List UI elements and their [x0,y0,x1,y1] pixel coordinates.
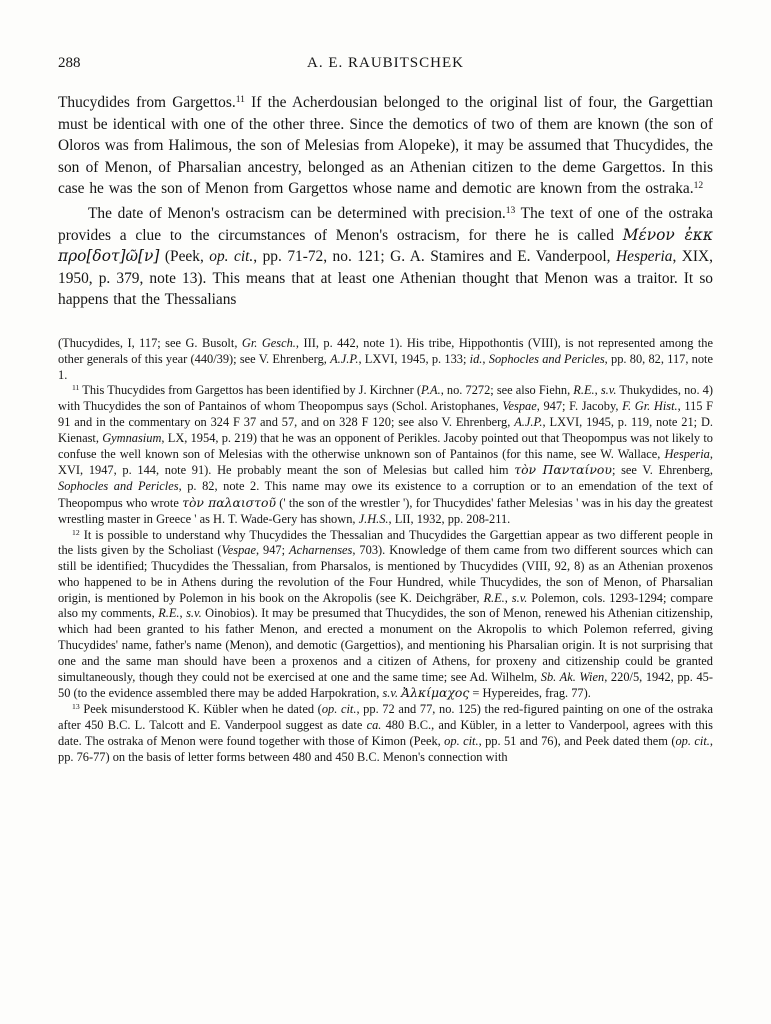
text-segment: , 220/5, 1942, pp. 45-50 (to the evidence assembled there may be added Harpokration, [58,669,713,701]
text-segment: Thucydides from Gargettos. [58,94,236,111]
footnote-reference: 13 [505,205,516,217]
page-number: 288 [58,55,81,71]
text-segment: J.H.S. [358,511,389,526]
text-segment: id. [469,351,483,366]
text-segment: Gymnasium [102,430,162,445]
text-segment: 480 B.C., and Kübler, in a letter to Vanderpool, agrees with this date. The ostraka of Menon were found together with those of Kimon (Peek, [58,718,713,748]
text-segment: , pp. 71-72, no. 121; G. A. Stamires and E. Vanderpool, [253,248,617,266]
text-segment: , p. 82, note 2. This name may owe its existence to a corruption or to an emendation of the text of Theopompus who wrote [58,479,713,510]
text-segment: s.v. [186,606,202,621]
text-segment: R.E. [573,383,595,398]
text-segment: Oinobios). It may be presumed that Thucydides, the son of Menon, renewed his Athenian citizenship, which had been granted to his father Menon, and erected a monument on the Akropolis to which Polemon referred, giving Thucydides' name, father's name (Menon), and demotic (Gargettios), and mentioning his Pharsalian origin. It is not surprising that one and the same man should have been a proxenos and a citizen of Athens, for proxeny and citizenship could be granted simultaneously, though they could not be exercised at one and the same time; see Ad. Wilhelm, [58,606,713,684]
paragraph [58,336,713,383]
paragraph [58,383,713,527]
text-segment: , LXVI, 1945, p. 119, note 21; D. Kienast, [58,414,713,445]
text-segment: , 947; [255,543,290,558]
text-segment: ca. [366,718,382,733]
text-segment: If the Acherdousian belonged to the original list of four, the Gargettian must be identical with one of the other three. Since the demotics of two of them are known (the son of Oloros was from Halimous, the son of Melesias from Alopeke), it may be assumed that Thucydides, the son of Menon, of Pharsalian ancestry, belonged as an Athenian citizen to the deme Gargettos. In this case he was the son of Menon from Gargettos whose name and demotic are known from the ostraka. [58,94,713,198]
paragraph [58,702,713,765]
footnote-reference: 11 [235,94,245,106]
text-segment: Gr. Gesch. [241,335,296,350]
footnote-reference: 12 [72,527,80,537]
text-segment: Sb. Ak. Wien [540,669,605,684]
text-segment: , no. 7272; see also Fiehn, [440,383,574,398]
text-segment: op. cit. [444,733,479,748]
text-segment: This Thucydides from Gargettos has been identified by J. Kirchner ( [79,383,421,398]
text-segment: , pp. 80, 82, 117, note 1. [58,351,714,382]
text-segment: F. Gr. Hist. [622,399,678,414]
text-segment: The text of one of the ostraka provides a clue to the circumstances of Menon's ostracism, for there he is called [58,204,713,244]
text-segment: , [504,590,512,605]
text-segment: Ἀλκίμαχος [401,685,470,701]
text-segment: , LXVI, 1945, p. 133; [358,351,470,366]
text-segment: , pp. 51 and 76), and Peek dated them ( [478,733,676,748]
text-segment: The date of Menon's ostracism can be determined with precision. [88,204,506,222]
text-segment: , LII, 1932, pp. 208-211. [388,511,511,526]
text-segment: , XIX, 1950, p. 379, note 13). This means that at least one Athenian thought that Menon was a traitor. It so happens that the Thessalians [58,248,713,309]
text-segment: Vespae [221,543,256,558]
text-segment: = Hypereides, frag. 77). [469,686,591,701]
page-header [58,55,713,75]
text-segment: s.v. [511,590,528,605]
text-segment: Polemon, cols. 1293-1294; compare also my comments, [58,590,713,621]
text-segment: Sophocles and Pericles [488,351,605,366]
text-segment: , LX, 1954, p. 219) that he was an opponent of Perikles. Jacoby pointed out that Theopompus was not likely to confuse the well known son of Melesias with the otherwise unknown son of Pantainos (for this name, see W. Wallace, [58,430,713,461]
text-segment: , 703). Knowledge of them came from two different sources which can still be identified; Thucydides the Thessalian, from Pharsalos, is mentioned by Thucydides (VIII, 92, 8) as an Athenian proxenos who happened to be in Athens during the revolution of the Four Hundred, while Thucydides, the son of Menon, of Pharsalian origin, is mentioned by Polemon in his book on the Akropolis (see K. Deichgräber, [58,543,714,605]
text-segment: s.v. [600,383,617,398]
paragraph [58,203,713,311]
text-segment: Peek misunderstood K. Kübler when he dated ( [79,702,322,717]
text-segment: , [179,606,187,621]
text-segment: Vespae [502,399,537,414]
text-segment: Hesperia [616,248,673,266]
text-segment: , pp. 72 and 77, no. 125) the red-figured painting on one of the ostraka after 450 B.C. L. Talcott and E. Vanderpool suggest as date [58,702,713,733]
text-segment: , III, p. 442, note 1). His tribe, Hippothontis (VIII), is not represented among the other generals of this year (440/39); see V. Ehrenberg, [58,335,713,366]
text-segment: , [594,383,601,398]
text-segment: R.E. [158,606,180,621]
footnote-reference: 11 [72,383,80,393]
text-segment: (Thucydides, I, 117; see G. Busolt, [58,335,242,350]
text-segment: op. cit. [675,733,710,748]
footnote-reference: 13 [72,702,80,712]
text-segment: Hesperia [664,446,710,461]
text-segment: , 947; F. Jacoby, [536,399,623,414]
text-segment: A.J.P. [330,351,359,366]
footnotes [58,336,713,766]
text-segment: Acharnenses [289,543,353,558]
text-segment: (' the son of the wrestler '), for Thucydides' father Melesias ' was in his day the greatest wrestling master in Greece ' as H. T. Wade-Gery has shown, [58,495,713,526]
text-segment: It is possible to understand why Thucydides the Thessalian and Thucydides the Gargettian appear as two different people in the lists given by the Scholiast ( [58,527,713,558]
text-segment: , XVI, 1947, p. 144, note 91). He probably meant the son of Melesias but called him [58,446,713,478]
text-segment: Μένον ἐκκ προ[δοτ]ῶ[ν] [58,225,713,266]
body-text [58,92,713,311]
text-segment: R.E. [483,590,505,605]
paragraph [58,528,713,703]
text-segment: ; see V. Ehrenberg, [611,463,713,478]
text-segment: Sophocles and Pericles [58,479,179,494]
footnote-reference: 12 [693,180,704,192]
text-segment: op. cit. [321,702,357,717]
text-segment: s.v. [382,686,399,701]
text-segment: τὸν Πανταίνου [514,462,612,478]
running-head: A. E. RAUBITSCHEK [306,55,464,71]
text-segment: op. cit. [209,248,254,266]
text-segment: , 115 F 91 and in the commentary on 324 F 37 and 57, and on 328 F 120; see also V. Ehrenberg, [58,399,714,429]
text-segment: (Peek, [159,248,210,266]
text-segment: , [482,351,489,366]
text-segment: P.A. [420,383,441,398]
paragraph [58,92,713,200]
text-segment: A.J.P. [514,414,543,429]
text-segment: τὸν παλαιστοῦ [182,494,276,510]
text-segment: , pp. 76-77) on the basis of letter forms between 480 and 450 B.C. Menon's connection with [58,733,713,764]
text-segment: Thukydides, no. 4) with Thucydides the son of Pantainos of whom Theopompus says (Schol. Aristophanes, [58,383,714,414]
